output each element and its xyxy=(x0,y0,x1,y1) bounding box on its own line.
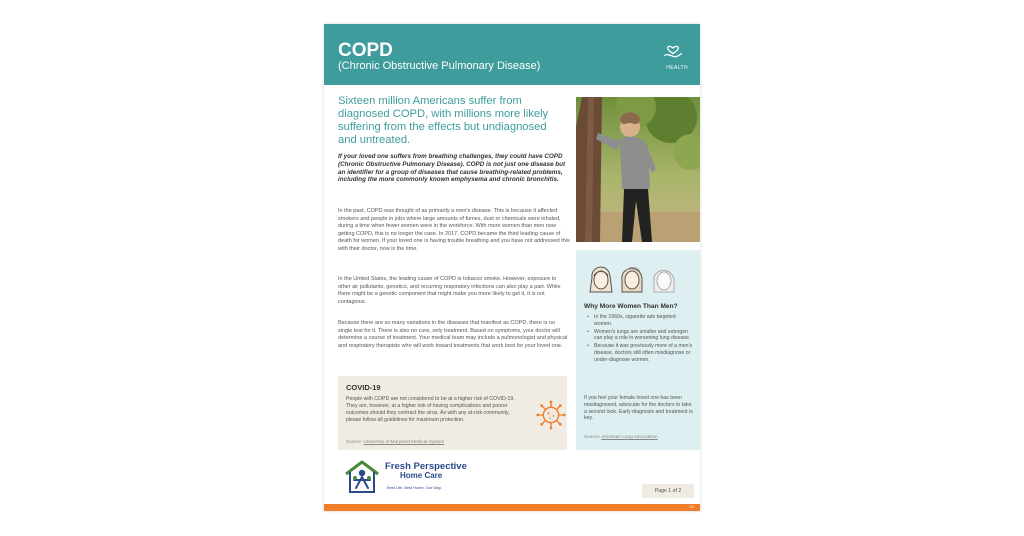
logo-name-line2: Home Care xyxy=(400,471,443,480)
page-number: Page 1 of 2 xyxy=(642,484,694,498)
source-label: Source: xyxy=(346,439,363,444)
virus-icon xyxy=(534,398,568,432)
heart-hand-icon xyxy=(662,38,684,60)
women-source-link[interactable]: American Lung Association xyxy=(601,434,658,439)
source-label: Source: xyxy=(584,434,601,439)
body-paragraph: In the past, COPD was thought of as primarily a men's disease. This is because it affected smokers and people in jobs where large amounts of fumes, dust or chemicals were inhaled, during a time when fewer women were in the workforce. With more women than men now getting COPD, this is no longer the case. In 2017, COPD became the third leading cause of death for women. If your loved one is having trouble breathing and you have not addressed this with their doctor, now is the time. xyxy=(338,208,570,252)
page-subtitle: (Chronic Obstructive Pulmonary Disease) xyxy=(338,60,541,72)
women-sidebar-text: If you feel your female loved one has been misdiagnosed, advocate for the doctors to take a second look. Early diagnosis and treatment is key. xyxy=(584,395,693,422)
woman-outdoors-photo xyxy=(576,97,700,242)
house-family-logo-icon xyxy=(342,456,382,496)
women-bullet-list xyxy=(584,314,694,365)
covid-text: People with COPD are not considered to be at a higher risk of COVID-19. They are, however, at a higher risk of having complications and poorer outcomes should they contract the virus. As with any at-risk community, please follow all guidelines for maximum protection. xyxy=(346,396,515,423)
header-banner xyxy=(324,24,700,85)
women-faces-illustration xyxy=(582,258,694,298)
covid-source-link[interactable]: University of Maryland Medical System xyxy=(363,439,445,444)
list-item: • Women's lungs are smaller and estrogen can play a role in worsening lung disease. xyxy=(584,329,694,343)
footer-bar xyxy=(324,504,700,511)
page-title: COPD xyxy=(338,40,393,61)
flyer-page xyxy=(324,24,700,511)
women-sidebar xyxy=(576,250,700,450)
body-paragraph: Because there are so many variations in the diseases that manifest as COPD, there is no single test for it. There is also no cure, only treatment. Based on symptoms, your doctor will determine a course of treatment. Your medical team may include a pulmonologist and physical and respiratory therapists who will work toward treatments that work best for your loved one. xyxy=(338,320,568,349)
women-sidebar-title: Why More Women Than Men? xyxy=(584,303,678,310)
covid-callout xyxy=(338,376,567,450)
logo-name: Fresh Perspective xyxy=(385,461,467,472)
intro-paragraph: If your loved one suffers from breathing challenges, they could have COPD (Chronic Obstructive Pulmonary Disease). COPD is not just one disease but an identifier for a group of diseases that cause breathing-related problems, including the more commonly known emphysema and chronic bronchitis. xyxy=(338,153,566,184)
company-logo[interactable] xyxy=(342,454,502,496)
lead-statement: Sixteen million Americans suffer from diagnosed COPD, with millions more likely suffering from the effects but undiagnosed and untreated. xyxy=(338,95,549,146)
body-paragraph: In the United States, the leading cause of COPD is tobacco smoke. However, exposure to other air pollutants, genetics, and recurring respiratory infections can also play a part. While there might be a genetic component that might make you more likely to get it, it is not contagious. xyxy=(338,276,561,305)
list-item: • In the 1960s, cigarette ads targeted women. xyxy=(584,314,694,328)
logo-tagline: Best Life. Best Home. Our Way. xyxy=(387,485,442,490)
category-label: HEALTH xyxy=(666,65,688,71)
covid-title: COVID-19 xyxy=(346,383,381,392)
footer-page-number: 1/2 xyxy=(689,505,694,509)
covid-source xyxy=(346,439,444,444)
women-source xyxy=(584,434,658,439)
list-item: • Because it was previously more of a men's disease, doctors still often misdiagnose or under-diagnose women. xyxy=(584,343,694,363)
